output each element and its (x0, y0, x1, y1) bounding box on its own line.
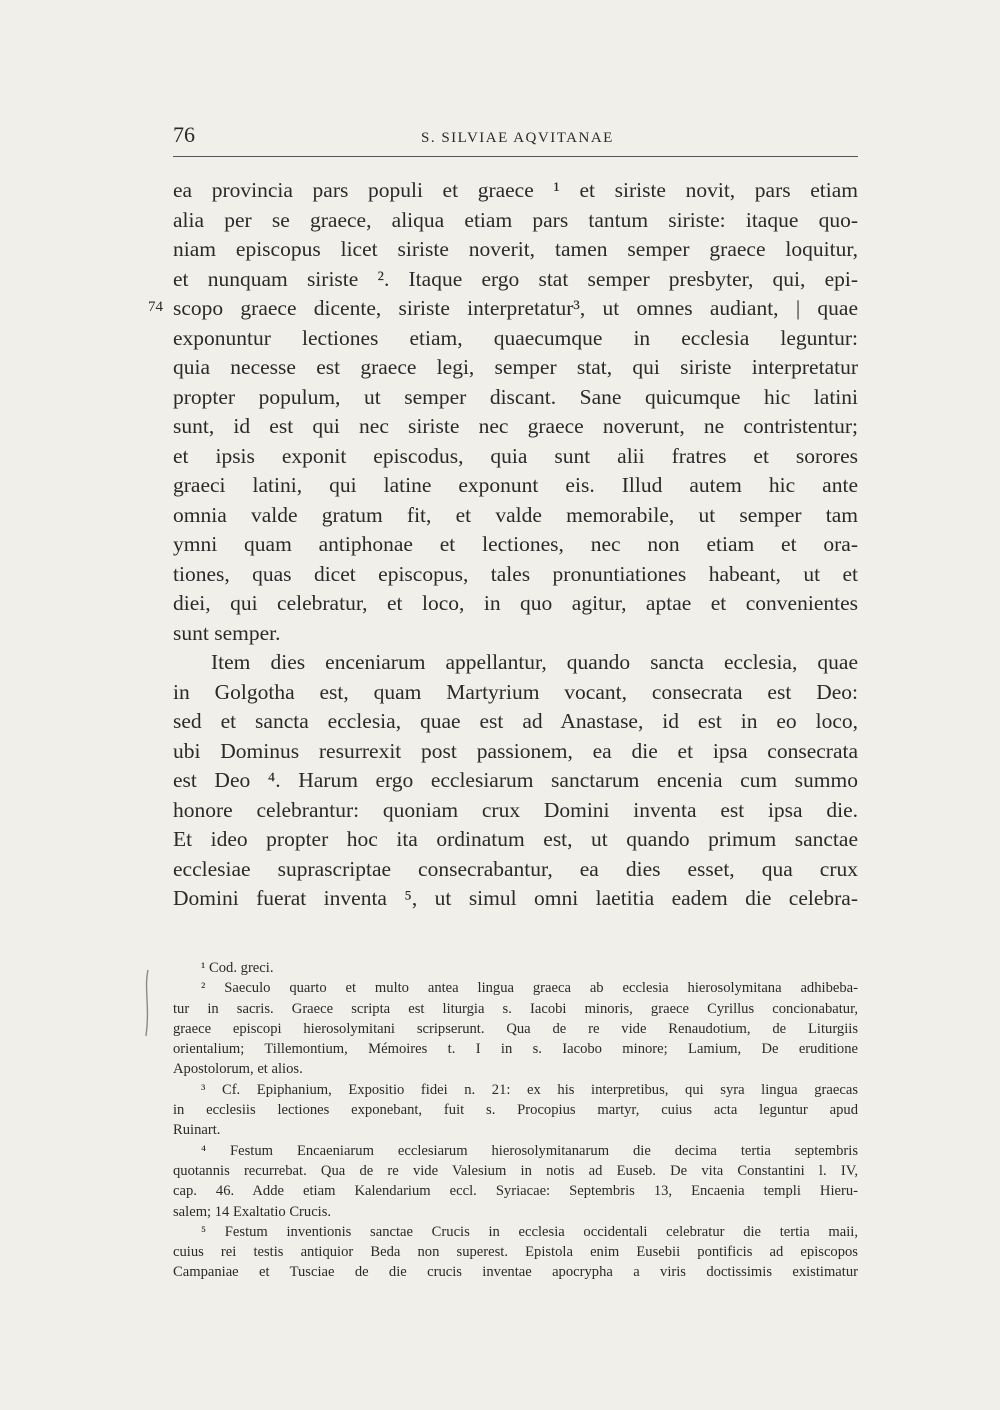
footnote-line: salem; 14 Exaltatio Crucis. (173, 1203, 332, 1220)
text-line: niam episcopus licet siriste noverit, tamen semper graece loquitur, (173, 237, 858, 261)
footnote-2: ² Saeculo quarto et multo antea lingua graeca ab ecclesia hierosolymitana adhibeba- (201, 980, 858, 997)
footnote-line: Campaniae et Tusciae de die crucis inventae apocrypha a viris doctissimis existimatur (173, 1264, 858, 1281)
text-line: ecclesiae suprascriptae consecrabantur, ea dies esset, qua crux (173, 856, 858, 881)
footnote-line: tur in sacris. Graece scripta est liturgia s. Iacobi minoris, graece Cyrillus concionabatur, (173, 1000, 858, 1017)
text-line: omnia valde gratum fit, et valde memorabile, ut semper tam (173, 502, 858, 527)
running-title: S. SILVIAE AQVITANAE (421, 130, 614, 146)
text-line: sunt, id est qui nec siriste nec graece noverunt, ne contristentur; (173, 414, 858, 438)
text-line: alia per se graece, aliqua etiam pars tantum siriste: itaque quo- (173, 207, 858, 232)
page-number: 76 (173, 122, 195, 147)
text-line: graeci latini, qui latine exponunt eis. Illud autem hic ante (173, 473, 858, 497)
text-line: Domini fuerat inventa ⁵, ut simul omni laetitia eadem die celebra- (173, 886, 858, 910)
footnote-3: ³ Cf. Epiphanium, Expositio fidei n. 21: ex his interpretibus, qui syra lingua graecas (201, 1081, 858, 1098)
footnote-line: orientalium; Tillemontium, Mémoires t. I in s. Iacobo minore; Lamium, De eruditione (173, 1041, 858, 1058)
page-header (173, 122, 858, 157)
text-line: exponuntur lectiones etiam, quaecumque in ecclesia leguntur: (173, 325, 858, 350)
margin-pencil-mark (140, 968, 154, 1038)
text-line: sed et sancta ecclesia, quae est ad Anastase, id est in eo loco, (173, 709, 858, 733)
text-line: et ipsis exponit episcodus, quia sunt alii fratres et sorores (173, 443, 858, 468)
text-line: et nunquam siriste ². Itaque ergo stat semper presbyter, qui, epi- (173, 266, 858, 291)
footnote-4: ⁴ Festum Encaeniarum ecclesiarum hierosolymitanarum die decima tertia septembris (201, 1142, 858, 1159)
footnote-1: ¹ Cod. greci. (201, 960, 274, 976)
paragraph-start-line: Item dies enceniarum appellantur, quando sancta ecclesia, quae (211, 650, 858, 674)
text-line: diei, qui celebratur, et loco, in quo agitur, aptae et convenientes (173, 591, 858, 615)
main-text (173, 176, 858, 914)
footnote-5: ⁵ Festum inventionis sanctae Crucis in ecclesia occidentali celebratur die tertia maii, (201, 1223, 858, 1240)
footnote-line: Apostolorum, et alios. (173, 1061, 303, 1078)
footnote-line: cap. 46. Adde etiam Kalendarium eccl. Syriacae: Septembris 13, Encaenia templi Hieru- (173, 1183, 858, 1200)
text-line: honore celebrantur: quoniam crux Domini inventa est ipsa die. (173, 797, 858, 822)
footnote-line: in ecclesiis lectiones exponebant, fuit s. Procopius martyr, cuius acta leguntur apud (173, 1102, 858, 1119)
text-line: scopo graece dicente, siriste interpretatur³, ut omnes audiant, | quae (173, 296, 858, 320)
text-line: sunt semper. (173, 620, 281, 645)
text-line: est Deo ⁴. Harum ergo ecclesiarum sanctarum encenia cum summo (173, 768, 858, 792)
margin-reference-number: 74 (148, 299, 163, 315)
text-line: in Golgotha est, quam Martyrium vocant, consecrata est Deo: (173, 679, 858, 704)
footnotes (173, 958, 858, 1283)
text-line: quia necesse est graece legi, semper stat, qui siriste interpretatur (173, 355, 858, 379)
text-line: ymni quam antiphonae et lectiones, nec non etiam et ora- (173, 532, 858, 556)
text-line: propter populum, ut semper discant. Sane quicumque hic latini (173, 384, 858, 409)
footnote-line: graece episcopi hierosolymitani scripserunt. Qua de re vide Renaudotium, de Liturgiis (173, 1020, 858, 1037)
footnote-line: quotannis recurrebat. Qua de re vide Valesium in notis ad Euseb. De vita Constantini l. IV, (173, 1162, 858, 1179)
footnote-line: Ruinart. (173, 1122, 221, 1139)
text-line: Et ideo propter hoc ita ordinatum est, ut quando primum sanctae (173, 827, 858, 851)
text-line: ubi Dominus resurrexit post passionem, ea die et ipsa consecrata (173, 738, 858, 763)
text-line: ea provincia pars populi et graece ¹ et siriste novit, pars etiam (173, 178, 858, 202)
footnote-line: cuius rei testis antiquior Beda non superest. Epistola enim Eusebii pontificis ad episcopos (173, 1244, 858, 1261)
text-line: tiones, quas dicet episcopus, tales pronuntiationes habeant, ut et (173, 561, 858, 586)
